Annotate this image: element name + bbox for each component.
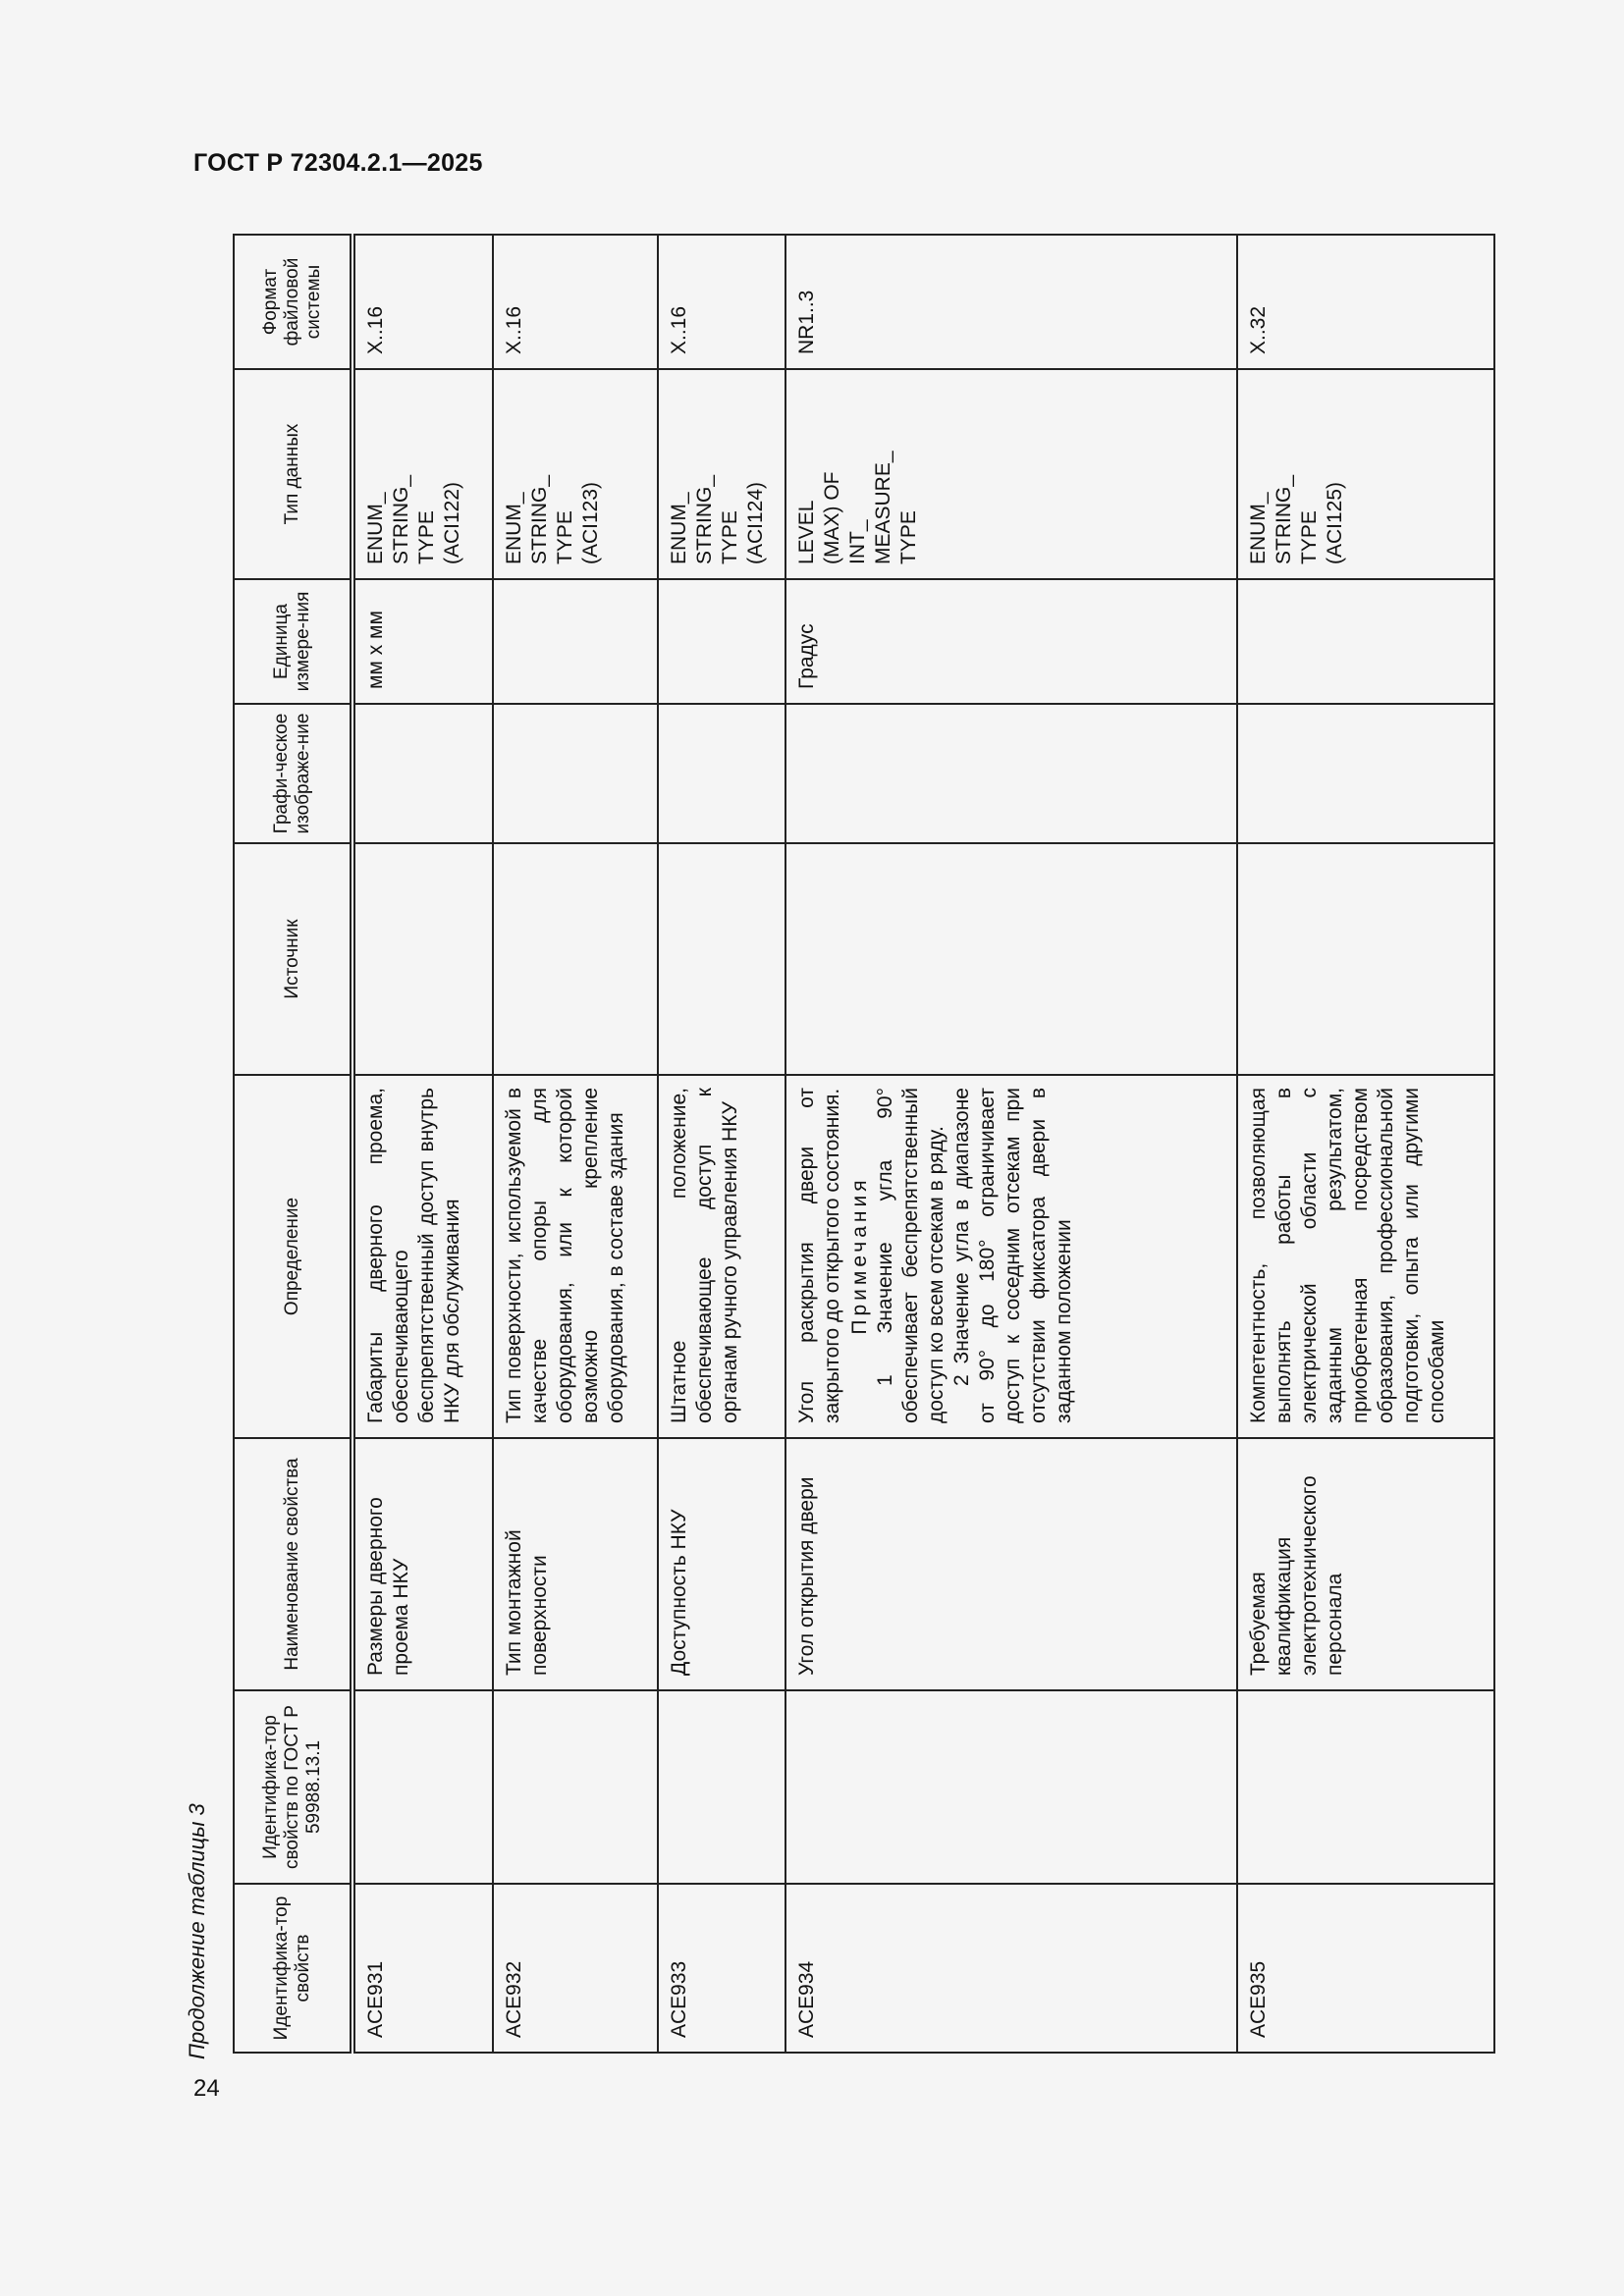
cell-format: X..32 bbox=[1237, 235, 1494, 369]
cell-data-type: ENUM_ STRING_ TYPE (ACI124) bbox=[658, 369, 785, 579]
cell-gost-id bbox=[352, 1690, 493, 1884]
cell-id: ACE931 bbox=[352, 1884, 493, 2053]
col-header-graphic: Графи-ческое изображе-ние bbox=[234, 704, 352, 843]
cell-name: Тип монтажной поверхности bbox=[493, 1438, 658, 1690]
cell-data-type: ENUM_ STRING_ TYPE (ACI123) bbox=[493, 369, 658, 579]
table-row bbox=[658, 235, 785, 2053]
cell-unit bbox=[1237, 579, 1494, 704]
cell-data-type: ENUM_ STRING_ TYPE (ACI122) bbox=[352, 369, 493, 579]
cell-id: ACE934 bbox=[785, 1884, 1237, 2053]
cell-unit bbox=[658, 579, 785, 704]
cell-format: NR1..3 bbox=[785, 235, 1237, 369]
table-wrapper bbox=[233, 236, 1495, 2054]
col-header-unit: Единица измере-ния bbox=[234, 579, 352, 704]
table-row bbox=[1237, 235, 1494, 2053]
cell-definition: Компетентность, позволяющая выполнять работы в электрической области с заданным результатом, приобретенная посредством образования, профессиональной подготовки, опыта или другими способами bbox=[1237, 1075, 1494, 1438]
page-number: 24 bbox=[193, 2075, 220, 2102]
cell-graphic bbox=[493, 704, 658, 843]
cell-source bbox=[352, 843, 493, 1075]
definition-text: Угол раскрытия двери от закрытого до открытого состояния. bbox=[795, 1088, 843, 1423]
col-header-name: Наименование свойства bbox=[234, 1438, 352, 1690]
col-header-format: Формат файловой системы bbox=[234, 235, 352, 369]
cell-name: Угол открытия двери bbox=[785, 1438, 1237, 1690]
cell-gost-id bbox=[1237, 1690, 1494, 1884]
col-header-gost-id: Идентифика-тор свойств по ГОСТ Р 59988.13.1 bbox=[234, 1690, 352, 1884]
cell-format: X..16 bbox=[493, 235, 658, 369]
cell-id: ACE933 bbox=[658, 1884, 785, 2053]
cell-gost-id bbox=[493, 1690, 658, 1884]
table-row bbox=[785, 235, 1237, 2053]
cell-gost-id bbox=[658, 1690, 785, 1884]
cell-graphic bbox=[785, 704, 1237, 843]
cell-source bbox=[658, 843, 785, 1075]
col-header-source: Источник bbox=[234, 843, 352, 1075]
col-header-id: Идентифика-тор свойств bbox=[234, 1884, 352, 2053]
cell-unit bbox=[493, 579, 658, 704]
table-row bbox=[352, 235, 493, 2053]
note-item: 2 Значение угла в диапазоне от 90° до 180° ограничивает доступ к соседним отсекам при отсутствии фиксатора двери в заданном положении bbox=[950, 1088, 1075, 1423]
cell-graphic bbox=[658, 704, 785, 843]
cell-definition bbox=[785, 1075, 1237, 1438]
cell-source bbox=[1237, 843, 1494, 1075]
cell-id: ACE935 bbox=[1237, 1884, 1494, 2053]
cell-data-type: ENUM_ STRING_ TYPE (ACI125) bbox=[1237, 369, 1494, 579]
cell-source bbox=[785, 843, 1237, 1075]
cell-unit: мм х мм bbox=[352, 579, 493, 704]
cell-name: Размеры дверного проема НКУ bbox=[352, 1438, 493, 1690]
cell-id: ACE932 bbox=[493, 1884, 658, 2053]
col-header-data-type: Тип данных bbox=[234, 369, 352, 579]
cell-name: Требуемая квалификация электротехнического персонала bbox=[1237, 1438, 1494, 1690]
cell-graphic bbox=[1237, 704, 1494, 843]
cell-format: X..16 bbox=[658, 235, 785, 369]
cell-definition: Штатное положение, обеспечивающее доступ к органам ручного управления НКУ bbox=[658, 1075, 785, 1438]
cell-definition: Тип поверхности, используемой в качестве опоры для оборудования, или к которой возможно крепление оборудования, в составе здания bbox=[493, 1075, 658, 1438]
properties-table bbox=[233, 234, 1495, 2054]
cell-format: X..16 bbox=[352, 235, 493, 369]
table-caption: Продолжение таблицы 3 bbox=[185, 1803, 209, 2059]
table-row bbox=[493, 235, 658, 2053]
cell-gost-id bbox=[785, 1690, 1237, 1884]
document-header: ГОСТ Р 72304.2.1—2025 bbox=[193, 149, 483, 177]
cell-definition: Габариты дверного проема, обеспечивающего беспрепятственный доступ внутрь НКУ для обслуживания bbox=[352, 1075, 493, 1438]
rotated-table-block bbox=[184, 236, 1446, 2059]
table-header-row bbox=[234, 235, 352, 2053]
cell-name: Доступность НКУ bbox=[658, 1438, 785, 1690]
cell-data-type: LEVEL (MAX) OF INT_ MEASURE_ TYPE bbox=[785, 369, 1237, 579]
notes-title: Примечания bbox=[848, 1176, 871, 1335]
cell-source bbox=[493, 843, 658, 1075]
cell-graphic bbox=[352, 704, 493, 843]
cell-unit: Градус bbox=[785, 579, 1237, 704]
note-item: 1 Значение угла 90° обеспечивает беспрепятственный доступ ко всем отсекам в ряду. bbox=[874, 1088, 947, 1423]
col-header-definition: Определение bbox=[234, 1075, 352, 1438]
